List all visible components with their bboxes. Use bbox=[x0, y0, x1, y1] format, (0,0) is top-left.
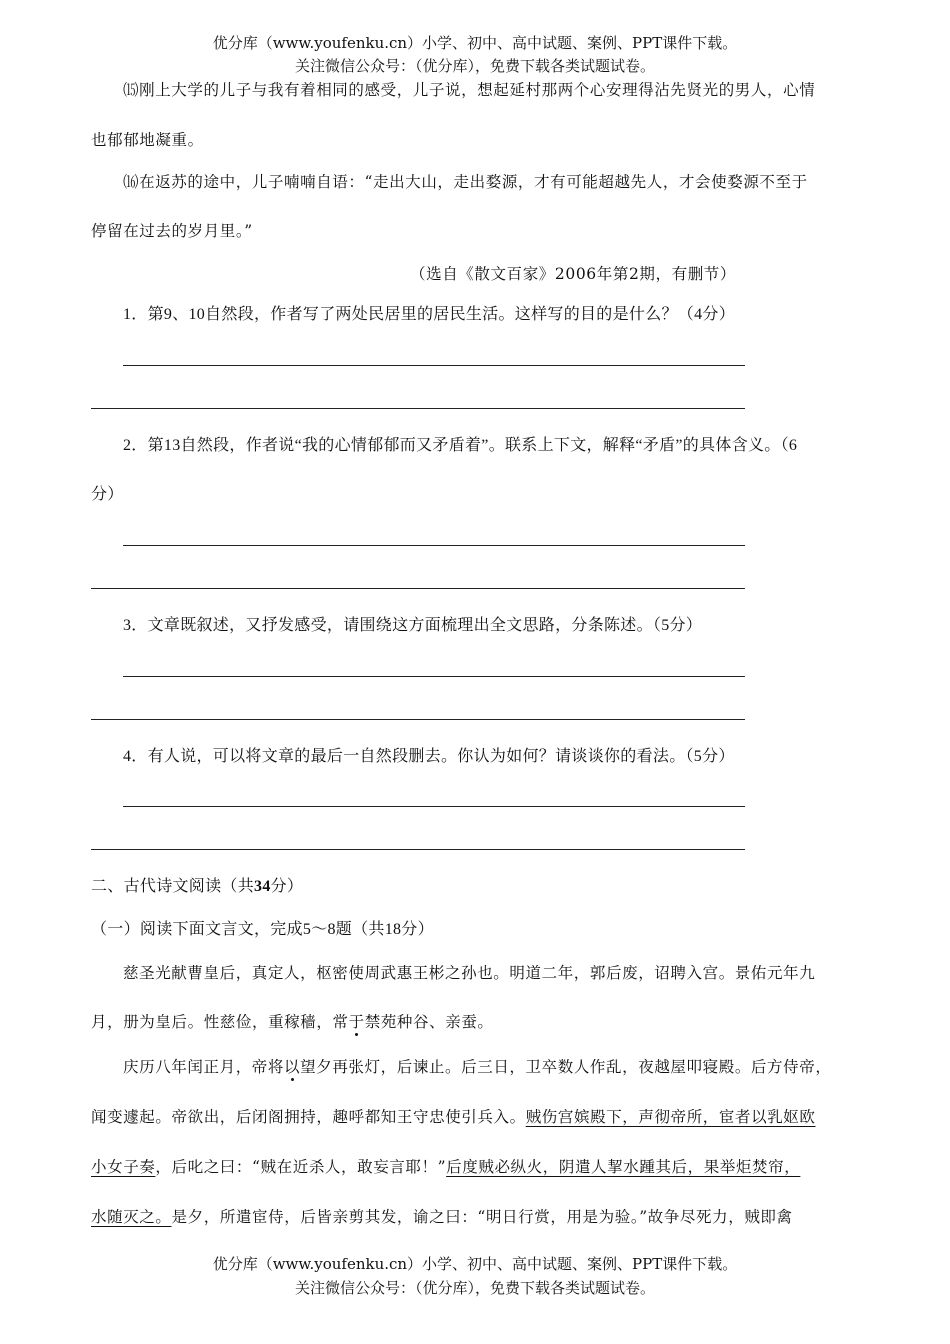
section-2-title-text: 二、古代诗文阅读（共 bbox=[91, 878, 255, 895]
essay-paragraph-16-line-1: ⒃在返苏的途中，儿子喃喃自语：“走出大山，走出婺源，才有可能超越先人，才会使婺源不至于 bbox=[123, 173, 808, 191]
classical-line-5 bbox=[91, 1155, 861, 1179]
section-2-score: 34 bbox=[254, 878, 271, 895]
underlined-sentence: 后度贼必纵火，阴遣人挈水踵其后，果举炬焚帘， bbox=[446, 1158, 801, 1176]
emphasis-dot-char: 于 bbox=[348, 1013, 365, 1031]
essay-source: （选自《散文百家》2006年第2期，有删节） bbox=[410, 265, 737, 283]
answer-line[interactable] bbox=[123, 545, 745, 546]
classical-line-1: 慈圣光献曹皇后，真定人，枢密使周武惠王彬之孙也。明道二年，郭后废，诏聘入宫。景佑元年九 bbox=[123, 964, 816, 982]
header-line-2: 关注微信公众号：（优分库），免费下载各类试题试卷。 bbox=[294, 57, 655, 75]
essay-paragraph-15-line-1: ⒂刚上大学的儿子与我有着相同的感受，儿子说，想起延村那两个心安理得沾先贤光的男人，心情 bbox=[123, 81, 816, 99]
classical-text: 闻变遽起。帝欲出，后闭阁拥持，趣呼都知王守忠使引兵入。 bbox=[91, 1108, 526, 1126]
answer-line[interactable] bbox=[91, 408, 745, 409]
emphasis-dot-char: 以 bbox=[284, 1058, 301, 1076]
essay-paragraph-15-line-2: 也郁郁地凝重。 bbox=[91, 131, 204, 149]
question-2-line-1: 2．第13自然段，作者说“我的心情郁郁而又矛盾着”。联系上下文，解释“矛盾”的具体含义。（6 bbox=[123, 437, 798, 454]
footer-line-2: 关注微信公众号：（优分库），免费下载各类试题试卷。 bbox=[294, 1279, 655, 1297]
underlined-sentence: 贼伤宫嫔殿下，声彻帝所，宦者以乳妪欧 bbox=[525, 1108, 816, 1126]
classical-text: 庆历八年闰正月，帝将 bbox=[123, 1058, 285, 1076]
underlined-sentence: 小女子奏 bbox=[91, 1158, 156, 1176]
question-2-line-2: 分） bbox=[91, 486, 124, 503]
answer-line[interactable] bbox=[91, 849, 745, 850]
classical-line-3 bbox=[123, 1055, 893, 1079]
answer-line[interactable] bbox=[123, 365, 745, 366]
classical-text: 禁苑种谷、亲蚕。 bbox=[364, 1013, 494, 1031]
classical-text: 望夕再张灯，后谏止。后三日，卫卒数人作乱，夜越屋叩寝殿。后方侍帝， bbox=[300, 1058, 832, 1076]
classical-line-4 bbox=[91, 1105, 861, 1129]
subsection-1-title: （一）阅读下面文言文，完成5～8题（共18分） bbox=[91, 921, 434, 938]
question-3: 3．文章既叙述，又抒发感受，请围绕这方面梳理出全文思路，分条陈述。（5分） bbox=[123, 617, 703, 634]
classical-text: 是夕，所遣宦侍，后皆亲剪其发，谕之曰：“明日行赏，用是为验。”故争尽死力，贼即禽 bbox=[171, 1208, 793, 1226]
question-4: 4．有人说，可以将文章的最后一自然段删去。你认为如何？请谈谈你的看法。（5分） bbox=[123, 748, 735, 765]
question-1: 1．第9、10自然段，作者写了两处民居里的居民生活。这样写的目的是什么？（4分） bbox=[123, 306, 736, 323]
section-2-title bbox=[91, 875, 861, 899]
classical-text: 月，册为皇后。性慈俭，重稼穑，常 bbox=[91, 1013, 349, 1031]
section-2-title-suffix: 分） bbox=[270, 878, 304, 895]
answer-line[interactable] bbox=[91, 719, 745, 720]
classical-text: ，后叱之曰：“贼在近杀人，敢妄言耶！” bbox=[155, 1158, 447, 1176]
answer-line[interactable] bbox=[91, 588, 745, 589]
header-line-1: 优分库（www.youfenku.cn）小学、初中、高中试题、案例、PPT课件下载。 bbox=[212, 34, 738, 52]
answer-line[interactable] bbox=[123, 676, 745, 677]
underlined-sentence: 水随灭之。 bbox=[91, 1208, 172, 1226]
answer-line[interactable] bbox=[123, 806, 745, 807]
essay-paragraph-16-line-2: 停留在过去的岁月里。” bbox=[91, 222, 253, 240]
classical-line-2 bbox=[91, 1010, 861, 1034]
footer-line-1: 优分库（www.youfenku.cn）小学、初中、高中试题、案例、PPT课件下载。 bbox=[212, 1255, 738, 1273]
classical-line-6 bbox=[91, 1205, 861, 1229]
